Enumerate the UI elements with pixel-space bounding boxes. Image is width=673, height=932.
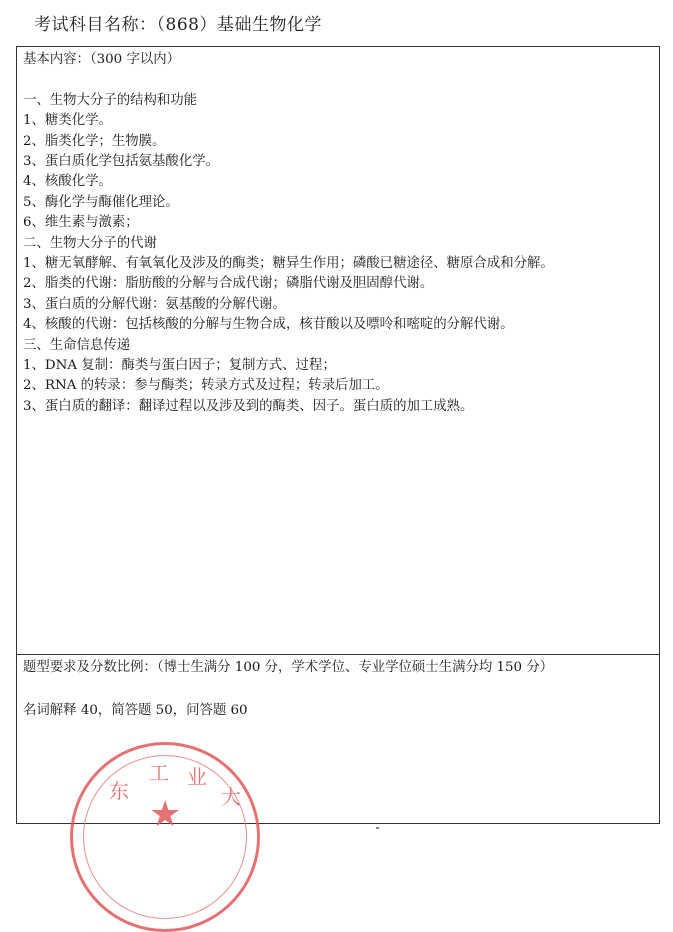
seal-char: 业: [187, 765, 207, 789]
content-line: 3、蛋白质化学包括氨基酸化学。: [23, 154, 219, 170]
page-title: 考试科目名称：（868）基础生物化学: [34, 15, 322, 35]
content-line: 2、RNA 的转录：参与酶类；转录方式及过程；转录后加工。: [23, 378, 389, 394]
content-line: 1、糖类化学。: [23, 113, 112, 129]
content-line: 一、生物大分子的结构和功能: [23, 92, 198, 108]
score-detail: 名词解释 40，简答题 50，问答题 60: [23, 703, 248, 719]
content-line: 3、蛋白质的翻译：翻译过程以及涉及到的酶类、因子。蛋白质的加工成熟。: [23, 398, 474, 414]
content-section: [17, 47, 659, 655]
score-heading: 题型要求及分数比例：（博士生满分 100 分，学术学位、专业学位硕士生满分均 150 分）: [23, 660, 554, 675]
content-line: 1、DNA 复制：酶类与蛋白因子；复制方式、过程；: [23, 358, 336, 374]
content-line: 4、核酸化学。: [23, 174, 112, 190]
content-heading: 基本内容：（300 字以内）: [23, 52, 181, 67]
seal-star-icon: ★: [149, 794, 182, 835]
syllabus-table: [16, 46, 660, 824]
seal-char: 工: [149, 761, 169, 785]
content-line: 二、生物大分子的代谢: [23, 235, 157, 251]
seal-char: 东: [109, 779, 129, 803]
content-line: 三、生命信息传递: [23, 337, 131, 353]
seal-char: 大: [221, 785, 241, 809]
scan-mark: [376, 827, 379, 829]
content-line: 2、脂类化学；生物膜。: [23, 133, 166, 149]
content-line: 6、维生素与激素；: [23, 215, 139, 231]
content-line: 2、脂类的代谢：脂肪酸的分解与合成代谢；磷脂代谢及胆固醇代谢。: [23, 276, 434, 292]
content-line: 1、糖无氧酵解、有氧氧化及涉及的酶类；糖异生作用；磷酸已糖途径、糖原合成和分解。: [23, 256, 554, 272]
content-line: 3、蛋白质的分解代谢：氨基酸的分解代谢。: [23, 296, 286, 312]
content-line: 5、酶化学与酶催化理论。: [23, 194, 179, 210]
university-seal: [70, 742, 260, 932]
content-line: 4、核酸的代谢：包括核酸的分解与生物合成，核苷酸以及嘌呤和嘧啶的分解代谢。: [23, 317, 514, 333]
